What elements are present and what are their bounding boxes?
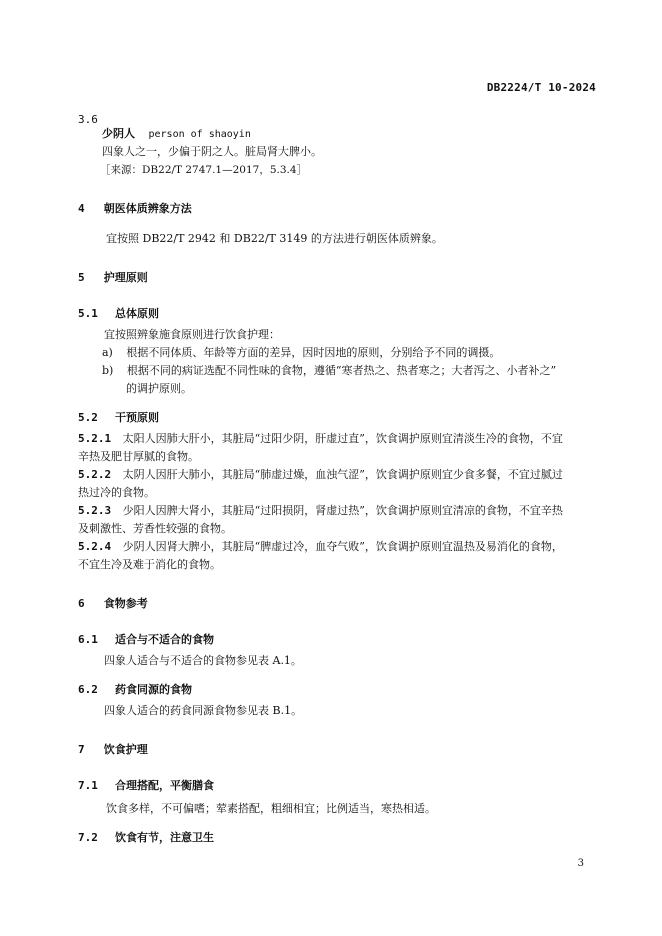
section-number: 4 — [78, 202, 85, 215]
clause-text: 少阳人因脾大肾小，其脏局“过阳损阴，肾虚过热”，饮食调护原则宜清凉的食物，不宜辛热 — [122, 504, 563, 517]
term-heading — [102, 125, 251, 144]
section-5-1-intro: 宜按照辨象施食原则进行饮食护理： — [104, 328, 280, 341]
section-7-1-heading — [78, 774, 214, 793]
section-title: 总体原则 — [114, 307, 159, 320]
section-number: 7.1 — [78, 779, 98, 792]
section-title: 食物参考 — [103, 597, 148, 610]
page-number: 3 — [577, 858, 584, 869]
section-4-heading — [78, 197, 192, 216]
clause-number-3-6: 3.6 — [78, 113, 98, 126]
section-title: 干预原则 — [114, 411, 159, 424]
section-title: 朝医体质辨象方法 — [103, 202, 192, 215]
section-7-2-heading — [78, 826, 214, 845]
section-7-heading — [78, 738, 148, 757]
section-number: 6.2 — [78, 683, 98, 696]
section-title: 饮食有节，注意卫生 — [114, 831, 214, 844]
list-item-continuation: 的调护原则。 — [126, 382, 192, 395]
clause-5-2-4-line2: 不宜生冷及难于消化的食物。 — [78, 558, 221, 571]
clause-number: 5.2.3 — [78, 504, 112, 517]
clause-5-2-2-line2: 热过冷的食物。 — [78, 486, 155, 499]
list-item-text: 根据不同体质、年龄等方面的差异，因时因地的原则，分别给予不同的调摄。 — [126, 346, 501, 359]
section-number: 5 — [78, 271, 85, 284]
section-4-text: 宜按照 DB22/T 2942 和 DB22/T 3149 的方法进行朝医体质辨象。 — [106, 232, 443, 245]
list-item — [102, 362, 556, 380]
clause-text: 太阴人因肝大肺小，其脏局“肺虚过燥，血浊气涩”，饮食调护原则宜少食多餐，不宜过腻过 — [122, 468, 563, 481]
section-number: 7.2 — [78, 831, 98, 844]
section-5-2-heading — [78, 406, 159, 425]
document-number: DB2224/T 10-2024 — [486, 81, 596, 94]
term-source: ［来源：DB22/T 2747.1—2017，5.3.4］ — [100, 164, 308, 176]
section-number: 6 — [78, 597, 85, 610]
section-title: 合理搭配，平衡膳食 — [114, 779, 214, 792]
section-number: 5.1 — [78, 307, 98, 320]
section-5-heading — [78, 266, 148, 285]
section-number: 5.2 — [78, 411, 98, 424]
clause-5-2-1-line2: 辛热及肥甘厚腻的食物。 — [78, 450, 199, 463]
section-6-1-heading — [78, 628, 214, 647]
section-title: 饮食护理 — [103, 743, 148, 756]
clause-text: 太阳人因肺大肝小，其脏局“过阳少阴，肝虚过直”，饮食调护原则宜清淡生冷的食物，不宜 — [122, 432, 563, 445]
term-chinese: 少阴人 — [102, 127, 135, 140]
clause-number: 5.2.1 — [78, 432, 112, 445]
clause-5-2-3-line1 — [78, 502, 563, 520]
clause-5-2-3-line2: 及刺激性、芳香性较强的食物。 — [78, 522, 232, 535]
term-definition: 四象人之一，少偏于阴之人。脏局肾大脾小。 — [102, 145, 322, 158]
list-item — [102, 344, 500, 362]
list-marker: b) — [102, 364, 114, 377]
list-item-text: 根据不同的病证选配不同性味的食物，遵循“寒者热之、热者寒之；大者泻之、小者补之” — [126, 364, 557, 377]
section-7-1-text: 饮食多样，不可偏嗜；荤素搭配，粗细相宜；比例适当，寒热相适。 — [106, 802, 436, 815]
section-6-heading — [78, 592, 148, 611]
clause-5-2-1-line1 — [78, 430, 563, 448]
clause-number: 5.2.2 — [78, 468, 112, 481]
clause-text: 少阴人因肾大脾小，其脏局“脾虚过冷，血夺气败”，饮食调护原则宜温热及易消化的食物， — [122, 540, 563, 553]
term-english: person of shaoyin — [148, 129, 251, 140]
clause-number: 5.2.4 — [78, 540, 112, 553]
clause-5-2-4-line1 — [78, 538, 563, 556]
clause-5-2-2-line1 — [78, 466, 563, 484]
section-title: 药食同源的食物 — [114, 683, 192, 696]
section-6-2-heading — [78, 678, 192, 697]
section-number: 7 — [78, 743, 85, 756]
list-marker: a) — [102, 346, 113, 359]
section-6-1-text: 四象人适合与不适合的食物参见表 A.1。 — [104, 654, 302, 667]
section-number: 6.1 — [78, 633, 98, 646]
section-6-2-text: 四象人适合的药食同源食物参见表 B.1。 — [104, 704, 303, 717]
section-title: 护理原则 — [103, 271, 148, 284]
section-title: 适合与不适合的食物 — [114, 633, 214, 646]
section-5-1-heading — [78, 302, 159, 321]
